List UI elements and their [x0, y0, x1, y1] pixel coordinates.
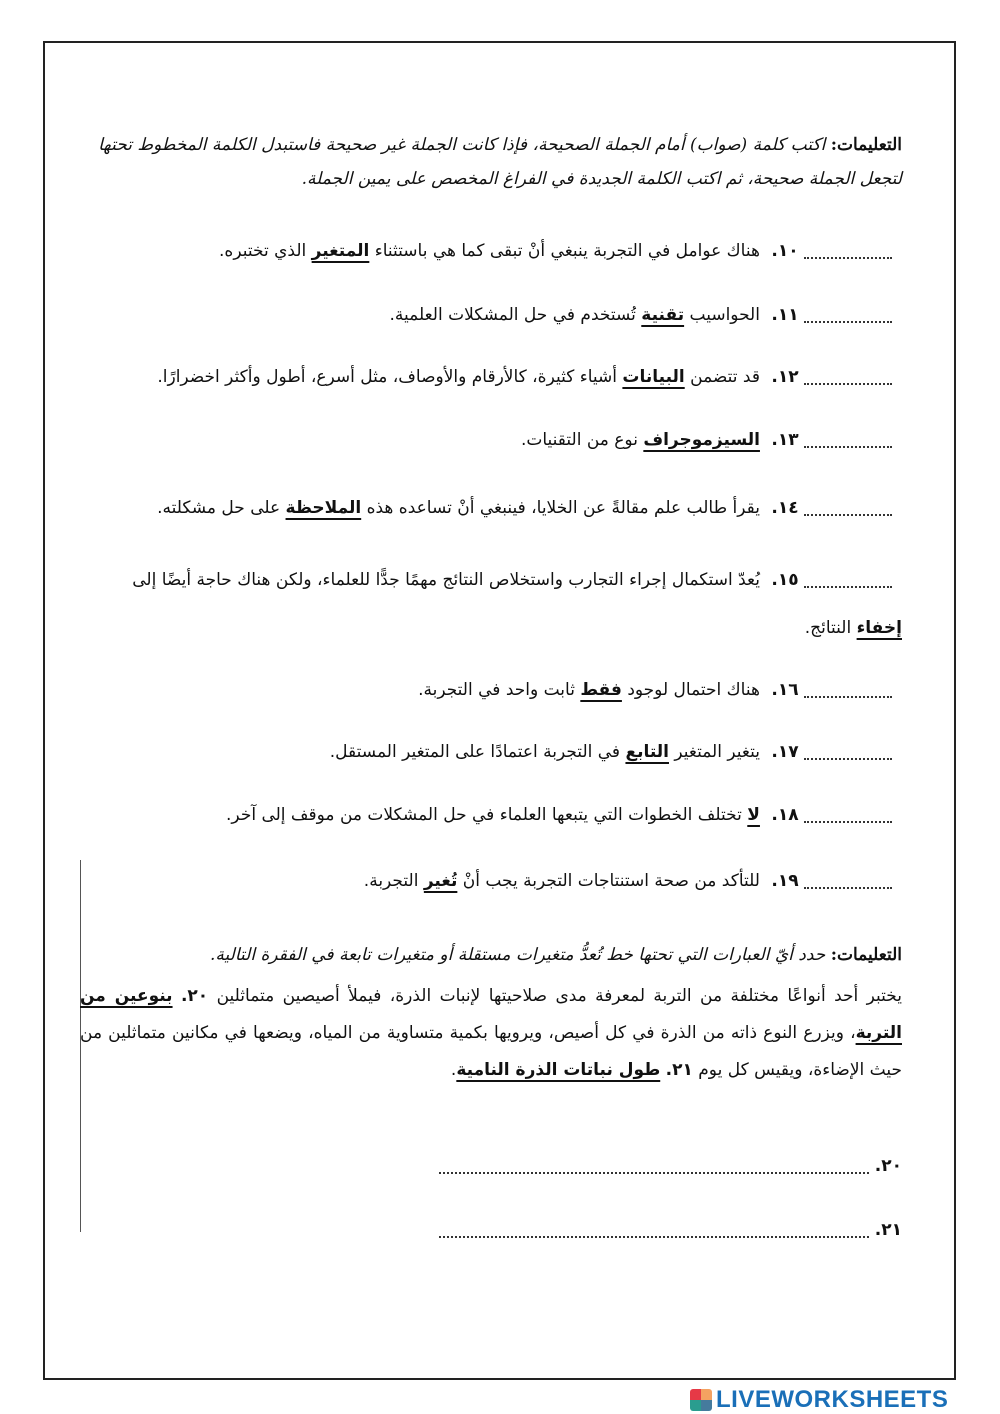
question-item: [82, 296, 902, 334]
marker-20: ٢٠.: [180, 986, 209, 1006]
paragraph-text-2: ، ويزرع النوع ذاته من الذرة في كل أصيص، ويرويها بكمية متساوية من المياه، ويضعها في مكانين متماثلين من حيث الإضاءة، ويقيس كل يوم: [80, 1023, 902, 1080]
answer-blank[interactable]: [804, 744, 892, 760]
paragraph-end: .: [450, 1060, 457, 1080]
question-text-after: الذي تختبره.: [219, 241, 307, 261]
underlined-term: التابع: [625, 742, 669, 762]
question-number: ١٨.: [771, 805, 799, 825]
logo-badge-icon: [690, 1389, 712, 1411]
paragraph-text-1: يختبر أحد أنواعًا مختلفة من التربة لمعرفة مدى صلاحيتها لإنبات الذرة، فيملأ أصيصين متماثلين: [216, 986, 902, 1006]
question-number: ١٥.: [771, 570, 799, 590]
question-item: [82, 796, 902, 834]
experiment-paragraph: [80, 978, 902, 1089]
answer-21-number: ٢١.: [874, 1220, 902, 1240]
question-item: [82, 489, 902, 527]
underlined-term: الملاحظة: [285, 498, 362, 518]
answer-21-blank[interactable]: [439, 1222, 869, 1238]
answer-blank[interactable]: [804, 369, 892, 385]
question-text-before: الحواسيب: [689, 305, 760, 325]
answer-blank[interactable]: [804, 682, 892, 698]
question-text-before: يُعدّ استكمال إجراء التجارب واستخلاص النتائج مهمًا جدًّا للعلماء، ولكن هناك حاجة أيضًا إلى: [132, 570, 760, 590]
instructions-1: [82, 128, 902, 196]
answer-blank[interactable]: [804, 500, 892, 516]
question-text-before: هناك عوامل في التجربة ينبغي أنْ تبقى كما هي باستثناء: [374, 241, 760, 261]
answer-blank[interactable]: [804, 807, 892, 823]
question-text-after: نوع من التقنيات.: [520, 430, 638, 450]
question-item: [82, 556, 902, 652]
question-text-after: في التجربة اعتمادًا على المتغير المستقل.: [329, 742, 621, 762]
question-number: ١٠.: [771, 241, 799, 261]
question-number: ١٩.: [771, 871, 799, 891]
underlined-term-21: طول نباتات الذرة النامية: [456, 1060, 661, 1080]
instructions-2-label: التعليمات:: [830, 945, 902, 965]
question-item: [82, 358, 902, 396]
question-text-after: ثابت واحد في التجربة.: [418, 680, 575, 700]
underlined-term: إخفاء: [856, 618, 902, 638]
answer-20-number: ٢٠.: [874, 1156, 902, 1176]
question-text-before: يقرأ طالب علم مقالةً عن الخلايا، فينبغي أنْ تساعده هذه: [366, 498, 760, 518]
answer-20: [432, 1151, 902, 1181]
question-item: [82, 862, 902, 900]
answer-blank[interactable]: [804, 873, 892, 889]
underlined-term: السيزموجراف: [643, 430, 760, 450]
underlined-term: البيانات: [622, 367, 685, 387]
logo-tile: [690, 1389, 701, 1400]
question-number: ١٢.: [771, 367, 799, 387]
underlined-term: لا: [747, 805, 760, 825]
logo-tile: [690, 1400, 701, 1411]
question-text-after: تُستخدم في حل المشكلات العلمية.: [389, 305, 636, 325]
question-text-after: أشياء كثيرة، كالأرقام والأوصاف، مثل أسرع، أطول وأكثر اخضرارًا.: [157, 367, 617, 387]
question-number: ١٧.: [771, 742, 799, 762]
question-item: [82, 421, 902, 459]
question-item: [82, 671, 902, 709]
underlined-term: تقنية: [641, 305, 685, 325]
question-text-before: يتغير المتغير: [674, 742, 760, 762]
answer-21: [432, 1215, 902, 1245]
question-item: [82, 733, 902, 771]
instructions-1-text: اكتب كلمة (صواب) أمام الجملة الصحيحة، فإذا كانت الجملة غير صحيحة فاستبدل الكلمة المخطوط تحتها لتجعل الجملة صحيحة، ثم اكتب الكلمة الجديدة في الفراغ المخصص على يمين الجملة.: [98, 135, 902, 189]
question-text-after: تختلف الخطوات التي يتبعها العلماء في حل المشكلات من موقف إلى آخر.: [226, 805, 742, 825]
liveworksheets-logo: [690, 1388, 948, 1412]
question-number: ١٣.: [771, 430, 799, 450]
question-text-after: التجربة.: [363, 871, 419, 891]
instructions-2-text: حدد أيّ العبارات التي تحتها خط تُعدُّ متغيرات مستقلة أو متغيرات تابعة في الفقرة التالية.: [210, 945, 826, 965]
logo-tile: [701, 1389, 712, 1400]
question-text-before: قد تتضمن: [690, 367, 760, 387]
instructions-2: [82, 938, 902, 972]
question-text-before: للتأكد من صحة استنتاجات التجربة يجب أنْ: [462, 871, 760, 891]
question-text-after: النتائج.: [804, 618, 852, 638]
logo-tile: [701, 1400, 712, 1411]
question-text-after: على حل مشكلته.: [157, 498, 281, 518]
answer-blank[interactable]: [804, 572, 892, 588]
answer-20-blank[interactable]: [439, 1158, 869, 1174]
underlined-term: تُغير: [423, 871, 458, 891]
question-item: [82, 232, 902, 270]
underlined-term: المتغير: [311, 241, 370, 261]
instructions-1-label: التعليمات:: [830, 135, 902, 155]
answer-blank[interactable]: [804, 307, 892, 323]
question-number: ١١.: [771, 305, 799, 325]
answer-blank[interactable]: [804, 432, 892, 448]
underlined-term-20: بنوعين من التربة: [80, 986, 902, 1043]
question-number: ١٦.: [771, 680, 799, 700]
underlined-term: فقط: [580, 680, 622, 700]
answer-blank[interactable]: [804, 243, 892, 259]
question-text-before: هناك احتمال لوجود: [627, 680, 760, 700]
logo-text: LIVEWORKSHEETS: [716, 1386, 949, 1413]
marker-21: ٢١.: [665, 1060, 693, 1080]
question-number: ١٤.: [771, 498, 799, 518]
